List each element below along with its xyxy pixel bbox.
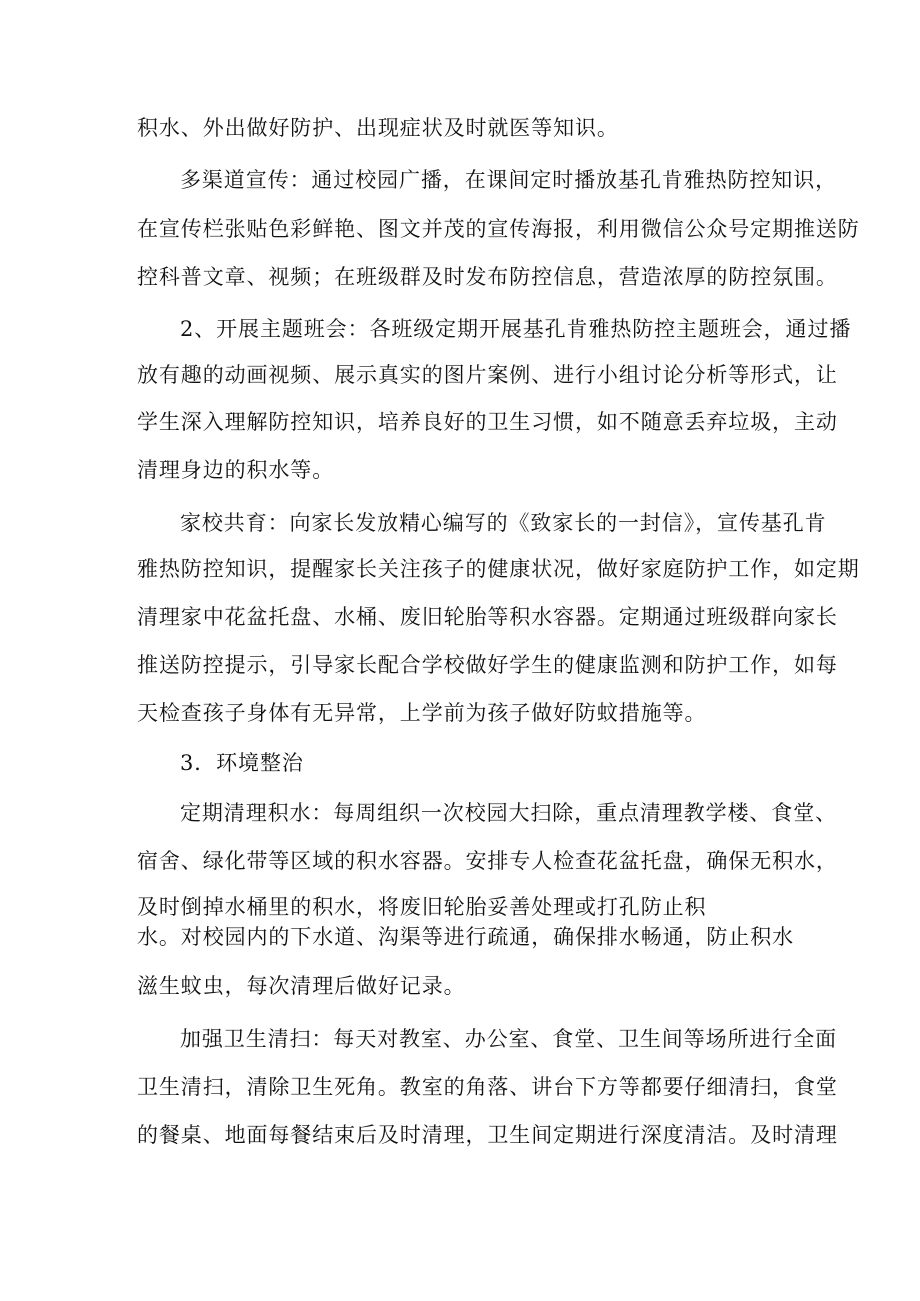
paragraph-line: 多渠道宣传：通过校园广播，在课间定时播放基孔肯雅热防控知识， bbox=[180, 168, 837, 192]
paragraph-line: 天检查孩子身体有无异常，上学前为孩子做好防蚊措施等。 bbox=[137, 701, 707, 725]
paragraph-line: 学生深入理解防控知识，培养良好的卫生习惯，如不随意丢弃垃圾，主动 bbox=[137, 410, 838, 434]
paragraph-line: 家校共育：向家长发放精心编写的《致家长的一封信》，宣传基孔肯 bbox=[180, 511, 827, 535]
paragraph-line: 积水、外出做好防护、出现症状及时就医等知识。 bbox=[137, 116, 619, 140]
paragraph-line: 定期清理积水：每周组织一次校园大扫除，重点清理教学楼、食堂、 bbox=[180, 801, 837, 825]
paragraph-line: 及时倒掉水桶里的积水，将废旧轮胎妥善处理或打孔防止积 bbox=[137, 895, 707, 919]
paragraph-line: 的餐桌、地面每餐结束后及时清理，卫生间定期进行深度清洁。及时清理 bbox=[137, 1123, 838, 1147]
paragraph-line: 放有趣的动画视频、展示真实的图片案例、进行小组讨论分析等形式，让 bbox=[137, 363, 838, 387]
paragraph-line: 2、开展主题班会：各班级定期开展基孔肯雅热防控主题班会，通过播 bbox=[180, 317, 852, 341]
paragraph-line: 雅热防控知识，提醒家长关注孩子的健康状况，做好家庭防护工作，如定期 bbox=[137, 557, 860, 581]
paragraph-line: 控科普文章、视频；在班级群及时发布防控信息，营造浓厚的防控氛围。 bbox=[137, 265, 838, 289]
section-heading: 3．环境整治 bbox=[180, 751, 304, 775]
paragraph-line: 加强卫生清扫：每天对教室、办公室、食堂、卫生间等场所进行全面 bbox=[180, 1027, 837, 1051]
paragraph-line: 在宣传栏张贴色彩鲜艳、图文并茂的宣传海报，利用微信公众号定期推送防 bbox=[137, 217, 860, 241]
paragraph-line: 水。对校园内的下水道、沟渠等进行疏通，确保排水畅通，防止积水 bbox=[137, 925, 794, 949]
paragraph-line: 卫生清扫，清除卫生死角。教室的角落、讲台下方等都要仔细清扫，食堂 bbox=[137, 1075, 838, 1099]
paragraph-line: 宿舍、绿化带等区域的积水容器。安排专人检查花盆托盘，确保无积水， bbox=[137, 849, 838, 873]
paragraph-line: 推送防控提示，引导家长配合学校做好学生的健康监测和防护工作，如每 bbox=[137, 653, 838, 677]
paragraph-line: 清理身边的积水等。 bbox=[137, 458, 335, 482]
paragraph-line: 滋生蚊虫，每次清理后做好记录。 bbox=[137, 974, 466, 998]
paragraph-line: 清理家中花盆托盘、水桶、废旧轮胎等积水容器。定期通过班级群向家长 bbox=[137, 605, 838, 629]
